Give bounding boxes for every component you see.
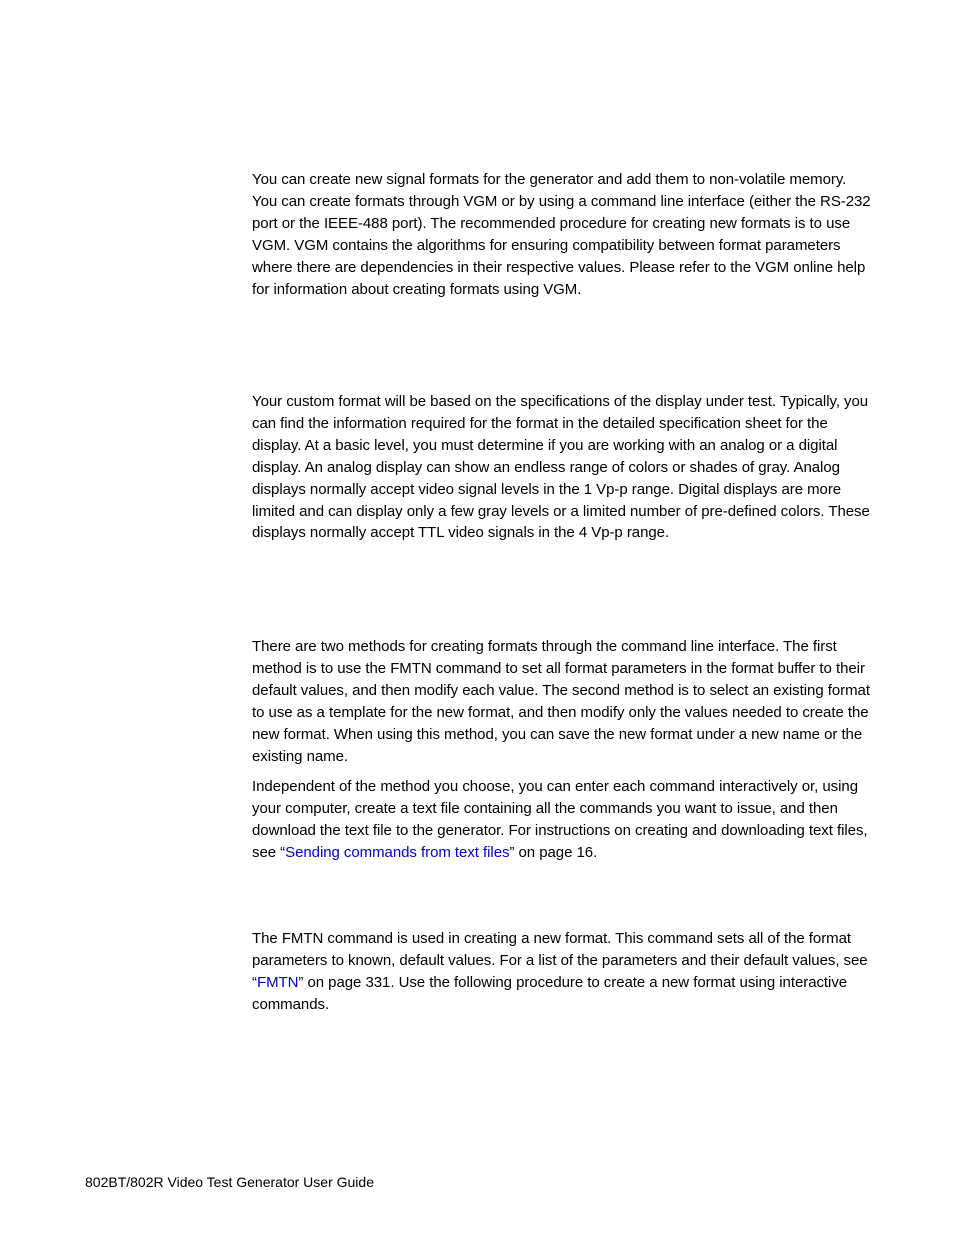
intro-paragraph: You can create new signal formats for the generator and add them to non-volatile memory. You can create formats through VGM or by using a command line interface (either the RS-232 port or the IEEE-488 port). The recommended procedure for creating new formats is to use VGM. VGM contains the algorithms for ensuring compatibility between format parameters where there are dependencies in their respective values. Please refer to the VGM online help for information about creating formats using VGM. bbox=[252, 171, 871, 298]
fmtn-text-before: The FMTN command is used in creating a new format. This command sets all of the format parameters to known, default values. For a list of the parameters and their default values, see “ bbox=[252, 930, 868, 991]
page-footer: 802BT/802R Video Test Generator User Guide bbox=[85, 1174, 374, 1190]
independent-method-paragraph bbox=[252, 776, 872, 864]
fmtn-paragraph bbox=[252, 928, 872, 1016]
independent-text-before: Independent of the method you choose, you can enter each command interactively or, using your computer, create a text file containing all the commands you want to issue, and then download the text file to the generator. For instructions on creating and downloading text files, see “ bbox=[252, 778, 868, 861]
independent-text-after: ” on page 16. bbox=[509, 843, 598, 861]
display-specs-paragraph: Your custom format will be based on the specifications of the display under test. Typically, you can find the information required for the format in the detailed specification sheet for the display. At a basic level, you must determine if you are working with an analog or a digital display. An analog display can show an endless range of colors or shades of gray. Analog displays normally accept video signal levels in the 1 Vp-p range. Digital displays are more limited and can display only a few gray levels or a limited number of pre-defined colors. These displays normally accept TTL video signals in the 4 Vp-p range. bbox=[252, 393, 870, 542]
methods-paragraph: There are two methods for creating formats through the command line interface. The first method is to use the FMTN command to set all format parameters in the format buffer to their default values, and then modify each value. The second method is to select an existing format to use as a template for the new format, and then modify only the values needed to create the new format. When using this method, you can save the new format under a new name or the existing name. bbox=[252, 638, 870, 765]
sending-commands-link[interactable]: Sending commands from text files bbox=[285, 843, 510, 861]
fmtn-text-after: ” on page 331. Use the following procedure to create a new format using interactive commands. bbox=[252, 973, 848, 1013]
fmtn-link[interactable]: FMTN bbox=[256, 973, 299, 991]
